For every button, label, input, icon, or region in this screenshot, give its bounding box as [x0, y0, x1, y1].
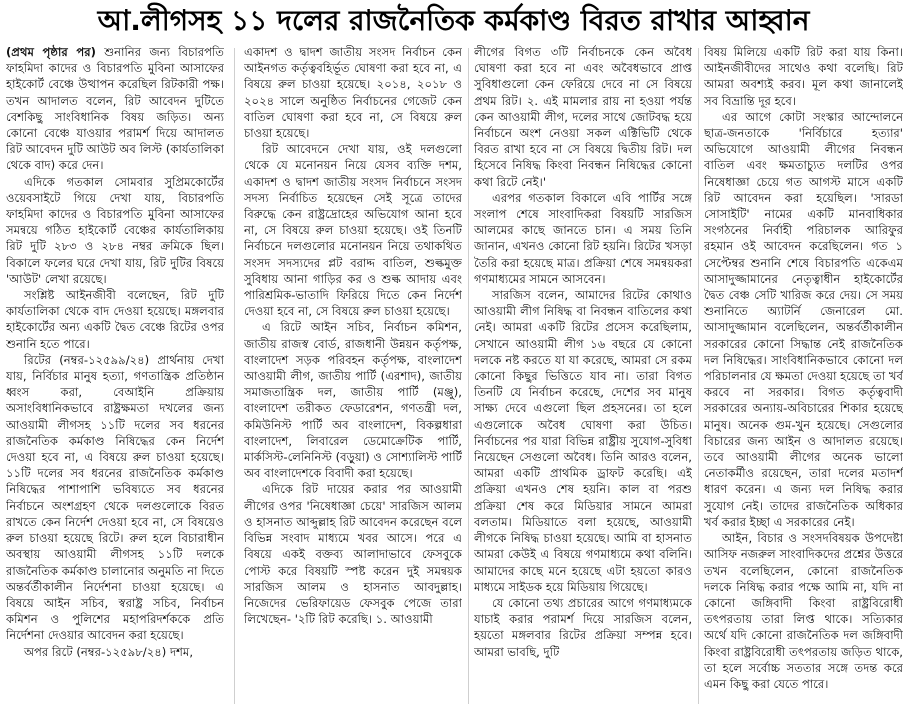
column-divider	[698, 48, 699, 704]
paragraph: এর আগে কোটা সংস্কার আন্দোলনে ছাত্র-জনতাকে 'নির্বিচারে হত্যার' অভিযোগে আওয়ামী লীগের নিবন্ধন বাতিল এবং ক্ষমতাচ্যুত দলটির ওপর নিষেধাজ্ঞা চেয়ে গত আগস্ট মাসে একটি রিট আবেদন করা হয়েছিল। 'সারডা সোসাইটি' নামের একটি মানবাধিকার সংগঠনের নির্বাহী পরিচালক আরিফুর রহমান ওই আবেদন করেছিলেন। গত ১ সেপ্টেম্বর শুনানি শেষে বিচারপতি একেএম আসাদুজ্জামানের নেতৃত্বাধীন হাইকোর্টের দ্বৈত বেঞ্চ সেটি খারিজ করে দেয়। সে সময় শুনানিতে অ্যাটর্নি জেনারেল মো. আসাদুজ্জামান বলেছিলেন, অন্তর্বর্তীকালীন সরকারের কোনো সিদ্ধান্ত নেই রাজনৈতিক দল নিষিদ্ধের। সাংবিধানিকভাবে কোনো দল পরিচালনার যে ক্ষমতা দেওয়া হয়েছে তা খর্ব করবে না সরকার। বিগত কর্তৃত্ববাদী সরকারের অন্যায়-অবিচারের শিকার হয়েছে মানুষ। অনেক গুম-খুন হয়েছে। সেগুলোর বিচারের জন্য আইন ও আদালত রয়েছে। তবে আওয়ামী লীগের অনেক ভালো নেতাকর্মীও রয়েছেন, তারা দলের মতাদর্শ ধারণ করেন। এ জন্য দল নিষিদ্ধ করার সুযোগ নেই। তাদের রাজনৈতিক অধিকার খর্ব করার ইচ্ছা এ সরকারের নেই।	[704, 109, 903, 529]
headline: আ.লীগসহ ১১ দলের রাজনৈতিক কর্মকাণ্ড বিরত রাখার আহ্বান	[97, 4, 810, 37]
paragraph: সারজিস বলেন, আমাদের রিটের কোথাও আওয়ামী লীগ নিষিদ্ধ বা নিবন্ধন বাতিলের কথা নেই। আমরা একটি রিটের প্রসেস করেছিলাম, সেখানে আওয়ামী লীগ ১৬ বছরে যে কোনো দলকে নষ্ট করতে যা যা করেছে, আমরা সে রকম কোনো কিছুর ভিত্তিতে যাব না। তারা বিগত তিনটি যে নির্বাচন করেছে, দেশের সব মানুষ সাক্ষ্য দেবে এগুলো ছিল প্রহসনের। তা হলে এগুলোকে অবৈধ ঘোষণা করা উচিত। নির্বাচনের পর যারা বিভিন্ন রাষ্ট্রীয় সুযোগ-সুবিধা নিয়েছেন সেগুলো অবৈধ। তিনি আরও বলেন, আমরা একটি প্রাথমিক ড্রাফট করেছি। এই প্রক্রিয়া এখনও শেষ হয়নি। কাল বা পরশু প্রক্রিয়া শেষ করে মিডিয়ার সামনে আমরা বলতাম। মিডিয়াতে বলা হয়েছে, আওয়ামী লীগকে নিষিদ্ধ চাওয়া হয়েছে। আমি বা হাসনাত আমরা কেউই এ বিষয়ে গণমাধ্যমে কথা বলিনি। আমাদের কাছে মনে হয়েছে এটা হয়তো কারও মাধ্যমে সাইডক হয়ে মিডিয়ায় গিয়েছে।	[474, 288, 692, 594]
paragraph: লীগের বিগত ৩টি নির্বাচনকে কেন অবৈধ ঘোষণা করা হবে না এবং অবৈধভাবে প্রাপ্ত সুবিধাগুলো কেন ফেরিয়ে দেবে না সে বিষয়ে প্রথম রিট। ২. এই মামলার রায় না হওয়া পর্যন্ত কেন আওয়ামী লীগ, দলের সাথে জোটবদ্ধ হয়ে নির্বাচনে অংশ নেওয়া সকল এক্টিভিটি থেকে বিরত রাখা হবে না সে বিষয়ে দ্বিতীয় রিট। দল হিসেবে নিষিদ্ধ কিংবা নিবন্ধন নিষিদ্ধের কোনো কথা রিটে নেই।'	[474, 45, 692, 189]
paragraph: বিষয় মিলিয়ে একটি রিট করা যায় কিনা। আইনজীবীদের সাথেও কথা বলেছি। রিট আমরা অবশ্যই করব। মূল কথা জানালেই সব বিভ্রান্তি দূর হবে।	[704, 45, 903, 108]
paragraph: সংশ্লিষ্ট আইনজীবী বলেছেন, রিট দুটি কার্যতালিকা থেকে বাদ দেওয়া হয়েছে। মঙ্গলবার হাইকোর্টের অন্য একটি দ্বৈত বেঞ্চে রিটের ওপর শুনানি হতে পারে।	[6, 288, 224, 351]
column-2	[244, 44, 462, 708]
paragraph: আইন, বিচার ও সংসদবিষয়ক উপদেষ্টা আসিফ নজরুল সাংবাদিকদের প্রশ্নের উত্তরে তখন বলেছিলেন, কোনো রাজনৈতিক দলকে নিষিদ্ধ করার পক্ষে আমি না, যদি না কোনো জঙ্গিবাদী কিংবা রাষ্ট্রবিরোধী তৎপরতায় তারা লিপ্ত থাকে। সত্যিকার অর্থে যদি কোনো রাজনৈতিক দল জঙ্গিবাদী কিংবা রাষ্ট্রবিরোধী তৎপরতায় জড়িত থাকে, তা হলে সর্বোচ্চ সততার সঙ্গে তদন্ত করে এমন কিছু করা যেতে পারে।	[704, 531, 903, 691]
column-1	[6, 44, 224, 708]
paragraph: এদিকে রিট দায়ের করার পর আওয়ামী লীগের ওপর 'নিষেধাজ্ঞা চেয়ে' সারজিস আলম ও হাসনাত আব্দুল্লাহ রিট আবেদন করেছেন বলে বিভিন্ন সংবাদ মাধ্যমে খবর আসে। পরে এ বিষয়ে একই বক্তব্য আলাদাভাবে ফেসবুকে পোস্ট করে বিষয়টি স্পষ্ট করেন দুই সমন্বয়ক সারজিস আলম ও হাসনাত আবদুল্লাহ। নিজেদের ভেরিফায়েড ফেসবুক পেজে তারা লিখেছেন- '২টি রিট করেছি। ১. আওয়ামী	[244, 482, 462, 627]
paragraph: রিটের (নম্বর-১২৫৯৯/২৪) প্রার্থনায় দেখা যায়, নির্বিচার মানুষ হত্যা, গণতান্ত্রিক প্রতিষ্ঠান ধ্বংস করা, বেআইনি প্রক্রিয়ায় অসাংবিধানিকভাবে রাষ্ট্রক্ষমতা দখলের জন্য আওয়ামী লীগসহ ১১টি দলের সব ধরনের রাজনৈতিক কর্মকাণ্ড নিষিদ্ধের কেন নির্দেশ দেওয়া হবে না, এ বিষয়ে রুল চাওয়া হয়েছে। ১১টি দলের সব ধরনের রাজনৈতিক কর্মকাণ্ড নিষিদ্ধের পাশাপাশি ভবিষ্যতে সব ধরনের নির্বাচনে অংশগ্রহণ থেকে দলগুলোকে বিরত রাখতে কেন নির্দেশ দেওয়া হবে না, সে বিষয়েও রুল চাওয়া হয়েছে রিটে। রুল হলে বিচারাধীন অবস্থায় আওয়ামী লীগসহ ১১টি দলকে রাজনৈতিক কর্মকাণ্ড চালানোর অনুমতি না দিতে অন্তর্বর্তীকালীন নির্দেশনা চাওয়া হয়েছে। এ বিষয়ে আইন সচিব, স্বরাষ্ট্র সচিব, নির্বাচন কমিশন ও পুলিশের মহাপরিদর্শককে প্রতি নির্দেশনা দেওয়ার আবেদন করা হয়েছে।	[6, 352, 224, 643]
continuation-label: (প্রথম পৃষ্ঠার পর)	[6, 45, 96, 59]
paragraph: যে কোনো তথ্য প্রচারের আগে গণমাধ্যমকে যাচাই করার পরামর্শ দিয়ে সারজিস বলেন, হয়তো মঙ্গলবার রিটের প্রক্রিয়া সম্পন্ন হবে। আমরা ভাবছি, দুটি	[474, 595, 692, 659]
column-divider	[468, 48, 469, 704]
paragraph: এ রিটে আইন সচিব, নির্বাচন কমিশন, জাতীয় রাজস্ব বোর্ড, রাজধানী উন্নয়ন কর্তৃপক্ষ, বাংলাদেশ সড়ক পরিবহন কর্তৃপক্ষ, বাংলাদেশ আওয়ামী লীগ, জাতীয় পার্টি (এরশাদ), জাতীয় সমাজতান্ত্রিক দল, জাতীয় পার্টি (মঞ্জু), বাংলাদেশ তরীকত ফেডারেশন, গণতন্ত্রী দল, কমিউনিস্ট পার্টি অব বাংলাদেশ, বিকল্পধারা বাংলাদেশ, লিবারেল ডেমোক্রেটিক পার্টি, মার্কসিস্ট-লেনিনিস্ট (বড়ুয়া) ও সোশ্যালিস্ট পার্টি অব বাংলাদেশকে বিবাদী করা হয়েছে।	[244, 320, 462, 481]
paragraph: এরপর গতকাল বিকালে এবি পার্টির সঙ্গে সংলাপ শেষে সাংবাদিকরা বিষয়টি সারজিস আলমের কাছে জানতে চান। এ সময় তিনি জানান, এখনও কোনো রিট হয়নি। রিটের খসড়া তৈরি করা হয়েছে মাত্র। প্রক্রিয়া শেষে সমন্বয়করা গণমাধ্যমের সামনে আসবেন।	[474, 190, 692, 286]
paragraph: অপর রিটে (নম্বর-১২৫৯৮/২৪) দশম,	[24, 644, 194, 659]
column-3	[474, 44, 692, 708]
paragraph: রিট আবেদনে দেখা যায়, ওই দলগুলো থেকে যে মনোনয়ন নিয়ে যেসব ব্যক্তি দশম, একাদশ ও দ্বাদশ জাতীয় সংসদ নির্বাচনে সংসদ সদস্য নির্বাচিত হয়েছেন সেই সূত্রে তাদের বিরুদ্ধে কেন রাষ্ট্রদ্রোহের অভিযোগ আনা হবে না, সে বিষয়ে রুল চাওয়া হয়েছে। ওই তিনটি নির্বাচনে দলগুলোর মনোনয়ন নিয়ে তথাকথিত সংসদ সদস্যদের প্লট বরাদ্দ বাতিল, শুল্কমুক্ত সুবিধায় আনা গাড়ির কর ও শুল্ক আদায় এবং পারিশ্রমিক-ভাতাদি ফিরিয়ে দিতে কেন নির্দেশ দেওয়া হবে না, সে বিষয়ে রুল চাওয়া হয়েছে।	[244, 142, 462, 319]
paragraph-text: শুনানির জন্য বিচারপতি ফাহমিদা কাদের ও বিচারপতি মুবিনা আসাফের হাইকোর্ট বেঞ্চে উত্থাপন করেছিল রিটকারী পক্ষ। তখন আদালত বলেন, রিট আবেদন দুটিতে বেশকিছু সাংবিধানিক বিষয় জড়িত। অন্য কোনো বেঞ্চে যাওয়ার পরামর্শ দিয়ে আদালত রিট আবেদন দুটি আউট অব লিস্ট (কার্যতালিকা থেকে বাদ) করে দেন।	[6, 45, 224, 173]
paragraph	[6, 44, 224, 174]
paragraph: এদিকে গতকাল সোমবার সুপ্রিমকোর্টের ওয়েবসাইটে গিয়ে দেখা যায়, বিচারপতি ফাহমিদা কাদের ও বিচারপতি মুবিনা আসাফের সমন্বয়ে গঠিত হাইকোর্ট বেঞ্চের কার্যতালিকায় রিট দুটি ২৮৩ ও ২৮৪ নম্বর ক্রমিকে ছিল। বিকালে ফলের ঘরে দেখা যায়, রিট দুটির বিষয়ে 'আউট' লেখা রয়েছে।	[6, 174, 224, 286]
column-divider	[234, 48, 235, 704]
paragraph: একাদশ ও দ্বাদশ জাতীয় সংসদ নির্বাচন কেন আইনগত কর্তৃত্ববহির্ভূত ঘোষণা করা হবে না, এ বিষয়ে রুল চাওয়া হয়েছে। ২০১৪, ২০১৮ ও ২০২৪ সালে অনুষ্ঠিত নির্বাচনের গেজেট কেন বাতিল ঘোষণা করা হবে না, সে বিষয়ে রুল চাওয়া হয়েছে।	[244, 45, 462, 141]
article-body	[6, 44, 903, 708]
column-4	[704, 44, 903, 708]
